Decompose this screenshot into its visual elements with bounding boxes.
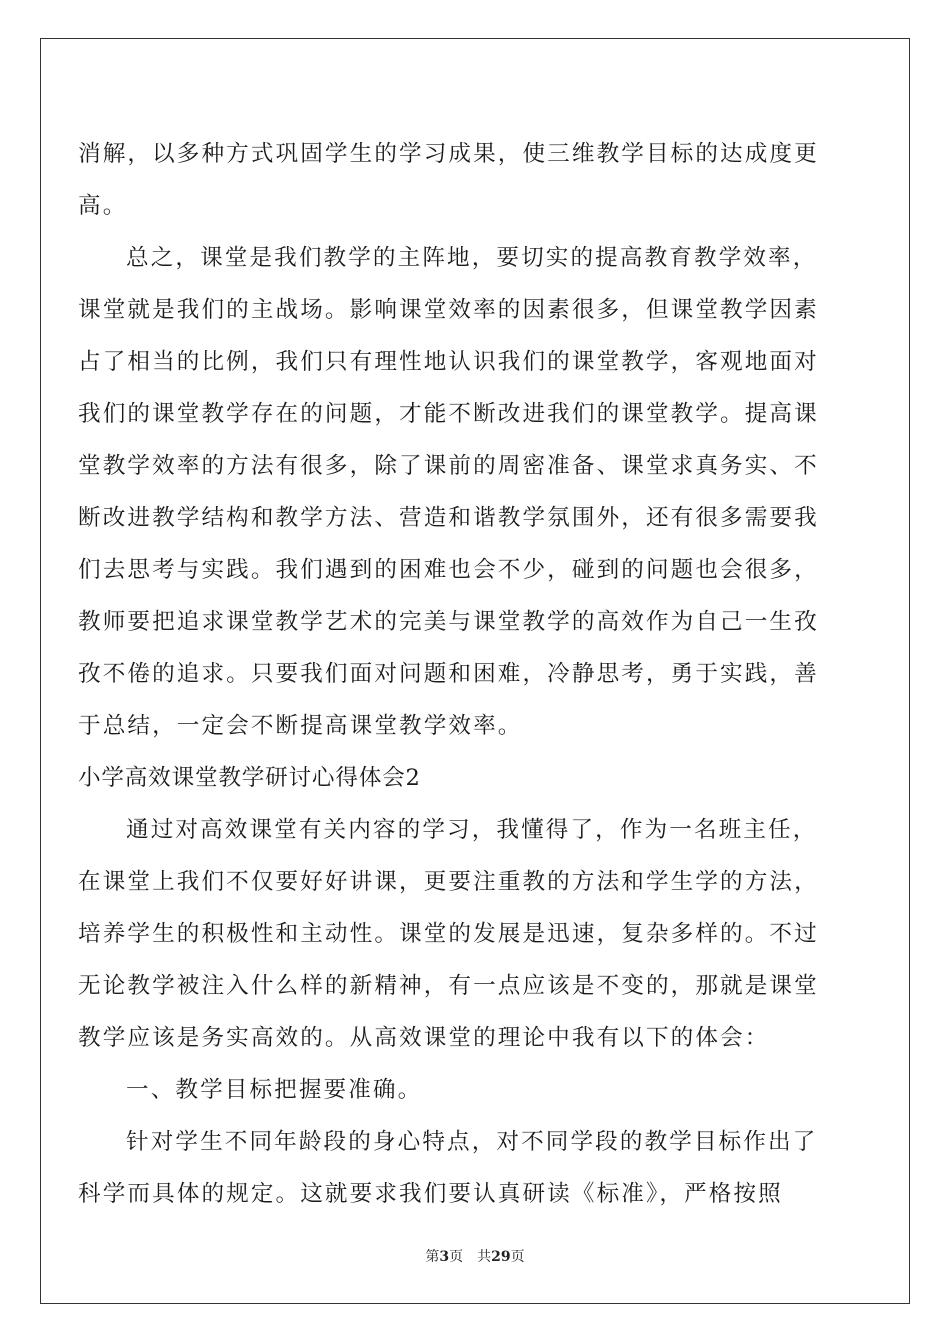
list-item-heading: 一、教学目标把握要准确。: [126, 1077, 423, 1103]
text-line: 消解，以多种方式巩固学生的学习成果，使三维教学目标的达成度更: [78, 141, 819, 167]
text-line: 堂教学效率的方法有很多，除了课前的周密准备、课堂求真务实、不: [78, 453, 819, 479]
text-line: 我们的课堂教学存在的问题，才能不断改进我们的课堂教学。提高课: [78, 401, 819, 427]
text-line: 于总结，一定会不断提高课堂教学效率。: [78, 713, 523, 739]
text-line: 教学应该是务实高效的。从高效课堂的理论中我有以下的体会：: [78, 1025, 770, 1051]
text-line: 培养学生的积极性和主动性。课堂的发展是迅速，复杂多样的。不过: [78, 921, 819, 947]
text-line: 们去思考与实践。我们遇到的困难也会不少，碰到的问题也会很多，: [78, 557, 819, 583]
total-prefix: 共: [477, 1249, 492, 1265]
section-heading: 小学高效课堂教学研讨心得体会2: [78, 765, 421, 791]
total-suffix: 页: [510, 1249, 525, 1265]
text-line: 在课堂上我们不仅要好好讲课，更要注重教的方法和学生学的方法，: [78, 869, 819, 895]
page-footer: [0, 1246, 950, 1266]
paragraph-first-line: 总之，课堂是我们教学的主阵地，要切实的提高教育教学效率，: [126, 245, 818, 271]
page-suffix: 页: [449, 1249, 464, 1265]
text-line: 占了相当的比例，我们只有理性地认识我们的课堂教学，客观地面对: [78, 349, 819, 375]
paragraph-first-line: 针对学生不同年龄段的身心特点，对不同学段的教学目标作出了: [126, 1129, 818, 1155]
text-line: 断改进教学结构和教学方法、营造和谐教学氛围外，还有很多需要我: [78, 505, 819, 531]
text-line: 高。: [78, 193, 128, 219]
page-number: 3: [439, 1249, 450, 1265]
text-line: 孜不倦的追求。只要我们面对问题和困难，冷静思考，勇于实践，善: [78, 661, 819, 687]
page-prefix: 第: [425, 1249, 440, 1265]
text-line: 无论教学被注入什么样的新精神，有一点应该是不变的，那就是课堂: [78, 973, 819, 999]
paragraph-first-line: 通过对高效课堂有关内容的学习，我懂得了，作为一名班主任，: [126, 817, 818, 843]
text-line: 教师要把追求课堂教学艺术的完美与课堂教学的高效作为自己一生孜: [78, 609, 819, 635]
document-body: [78, 128, 832, 1220]
text-line: 课堂就是我们的主战场。影响课堂效率的因素很多，但课堂教学因素: [78, 297, 819, 323]
total-pages: 29: [491, 1249, 511, 1265]
text-line: 科学而具体的规定。这就要求我们要认真研读《标准》，严格按照: [78, 1181, 783, 1207]
